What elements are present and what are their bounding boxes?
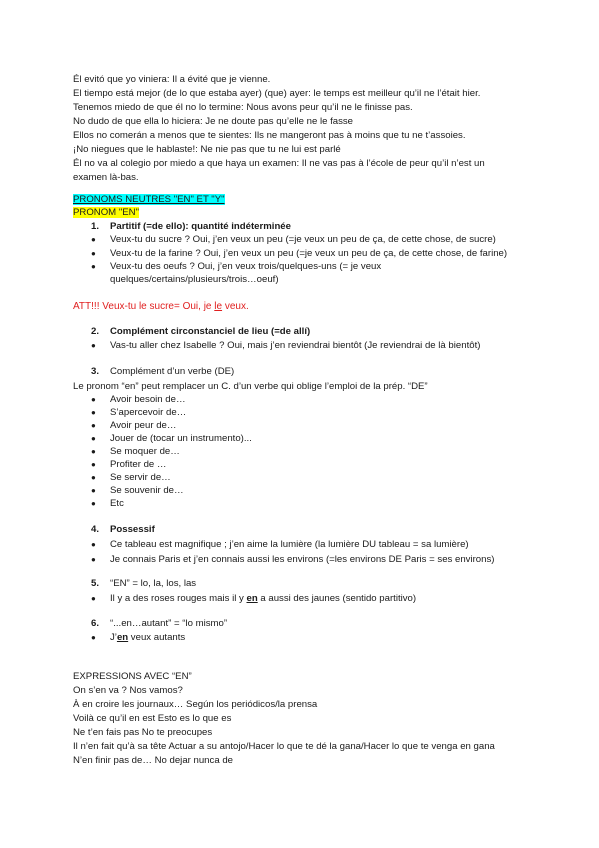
heading-pronoms-neutres: PRONOMS NEUTRES "EN" ET "Y" [73, 194, 225, 205]
list-item: Profiter de … [110, 459, 167, 470]
expression-line: On s’en va ? Nos vamos? [73, 685, 183, 696]
list-item: Jouer de (tocar un instrumento)... [110, 433, 252, 444]
section-title: Possessif [110, 524, 155, 535]
section-title: “...en…autant” = “lo mismo” [110, 618, 228, 629]
expression-line: N’en finir pas de… No dejar nunca de [73, 755, 233, 766]
heading-pronom-en: PRONOM "EN" [73, 207, 139, 218]
bullet-icon: ● [91, 341, 96, 350]
bullet-icon: ● [91, 235, 96, 244]
bullet-icon: ● [91, 486, 96, 495]
bullet-icon: ● [91, 421, 96, 430]
bullet-icon: ● [91, 594, 96, 603]
section-title: “EN” = lo, la, los, las [110, 578, 197, 589]
list-item: Veux-tu du sucre ? Oui, j’en veux un peu (=je veux un peu de ça, de cette chose, de sucre) [110, 234, 496, 245]
list-item: J’en veux autants [110, 632, 186, 643]
intro-line: El tiempo está mejor (de lo que estaba ayer) (que) ayer: le temps est meilleur qu’il ne l’était hier. [73, 88, 481, 99]
bullet-icon: ● [91, 460, 96, 469]
list-item: S’apercevoir de… [110, 407, 187, 418]
list-item: Avoir peur de… [110, 420, 177, 431]
bullet-icon: ● [91, 408, 96, 417]
bullet-icon: ● [91, 555, 96, 564]
intro-line: examen là-bas. [73, 172, 139, 183]
bullet-icon: ● [91, 262, 96, 271]
section-title: Partitif (=de ello): quantité indéterminée [110, 221, 291, 232]
intro-line: No dudo de que ella lo hiciera: Je ne doute pas qu’elle ne le fasse [73, 116, 354, 127]
section-number: 4. [91, 524, 100, 535]
bullet-icon: ● [91, 499, 96, 508]
section-number: 6. [91, 618, 100, 629]
list-item: Veux-tu des oeufs ? Oui, j’en veux trois/quelques-uns (= je veux [110, 261, 382, 272]
list-item: Veux-tu de la farine ? Oui, j’en veux un peu (=je veux un peu de ça, de cette chose, de farine) [110, 248, 508, 259]
section-number: 3. [91, 366, 100, 377]
intro-line: Él no va al colegio por miedo a que haya un examen: Il ne vas pas à l’école de peur qu’il n’est un [73, 158, 485, 169]
list-item: Il y a des roses rouges mais il y en a aussi des jaunes (sentido partitivo) [110, 593, 417, 604]
bullet-icon: ● [91, 249, 96, 258]
bullet-icon: ● [91, 447, 96, 456]
expression-line: Il n’en fait qu’à sa tête Actuar a su antojo/Hacer lo que te dé la gana/Hacer lo que te venga en gana [73, 741, 495, 752]
bullet-icon: ● [91, 395, 96, 404]
list-item-continuation: quelques/certains/plusieurs/trois…oeuf) [110, 274, 279, 285]
section-intro: Le pronom “en” peut remplacer un C. d’un verbe qui oblige l’emploi de la prép. “DE” [73, 381, 428, 392]
section-number: 5. [91, 578, 100, 589]
section-number: 2. [91, 326, 100, 337]
list-item: Se servir de… [110, 472, 171, 483]
expressions-heading: EXPRESSIONS AVEC “EN” [73, 671, 192, 682]
section-title: Complément d’un verbe (DE) [110, 366, 235, 377]
list-item: Avoir besoin de… [110, 394, 186, 405]
expression-line: À en croire les journaux… Según los periódicos/la prensa [73, 699, 318, 710]
bullet-icon: ● [91, 633, 96, 642]
bullet-icon: ● [91, 540, 96, 549]
list-item: Etc [110, 498, 124, 509]
list-item: Vas-tu aller chez Isabelle ? Oui, mais j’en reviendrai bientôt (Je reviendrai de là bientôt) [110, 340, 481, 351]
att-note: ATT!!! Veux-tu le sucre= Oui, je le veux. [73, 301, 249, 312]
intro-line: Ellos no comerán a menos que te sientes: Ils ne mangeront pas à moins que tu ne t’assoies. [73, 130, 466, 141]
intro-line: Tenemos miedo de que él no lo termine: Nous avons peur qu’il ne le finisse pas. [73, 102, 413, 113]
list-item: Ce tableau est magnifique ; j’en aime la lumière (la lumière DU tableau = sa lumière) [110, 539, 469, 550]
section-title: Complément circonstanciel de lieu (=de allí) [110, 326, 311, 337]
list-item: Se souvenir de… [110, 485, 184, 496]
expression-line: Voilà ce qu’il en est Esto es lo que es [73, 713, 232, 724]
bullet-icon: ● [91, 434, 96, 443]
section-number: 1. [91, 221, 100, 232]
list-item: Se moquer de… [110, 446, 180, 457]
intro-line: Él evitó que yo viniera: Il a évité que je vienne. [73, 74, 271, 85]
bullet-icon: ● [91, 473, 96, 482]
expression-line: Ne t’en fais pas No te preocupes [73, 727, 213, 738]
list-item: Je connais Paris et j’en connais aussi les environs (=les environs DE Paris = ses environs) [110, 554, 495, 565]
intro-line: ¡No niegues que le hablaste!: Ne nie pas que tu ne lui est parlé [73, 144, 341, 155]
